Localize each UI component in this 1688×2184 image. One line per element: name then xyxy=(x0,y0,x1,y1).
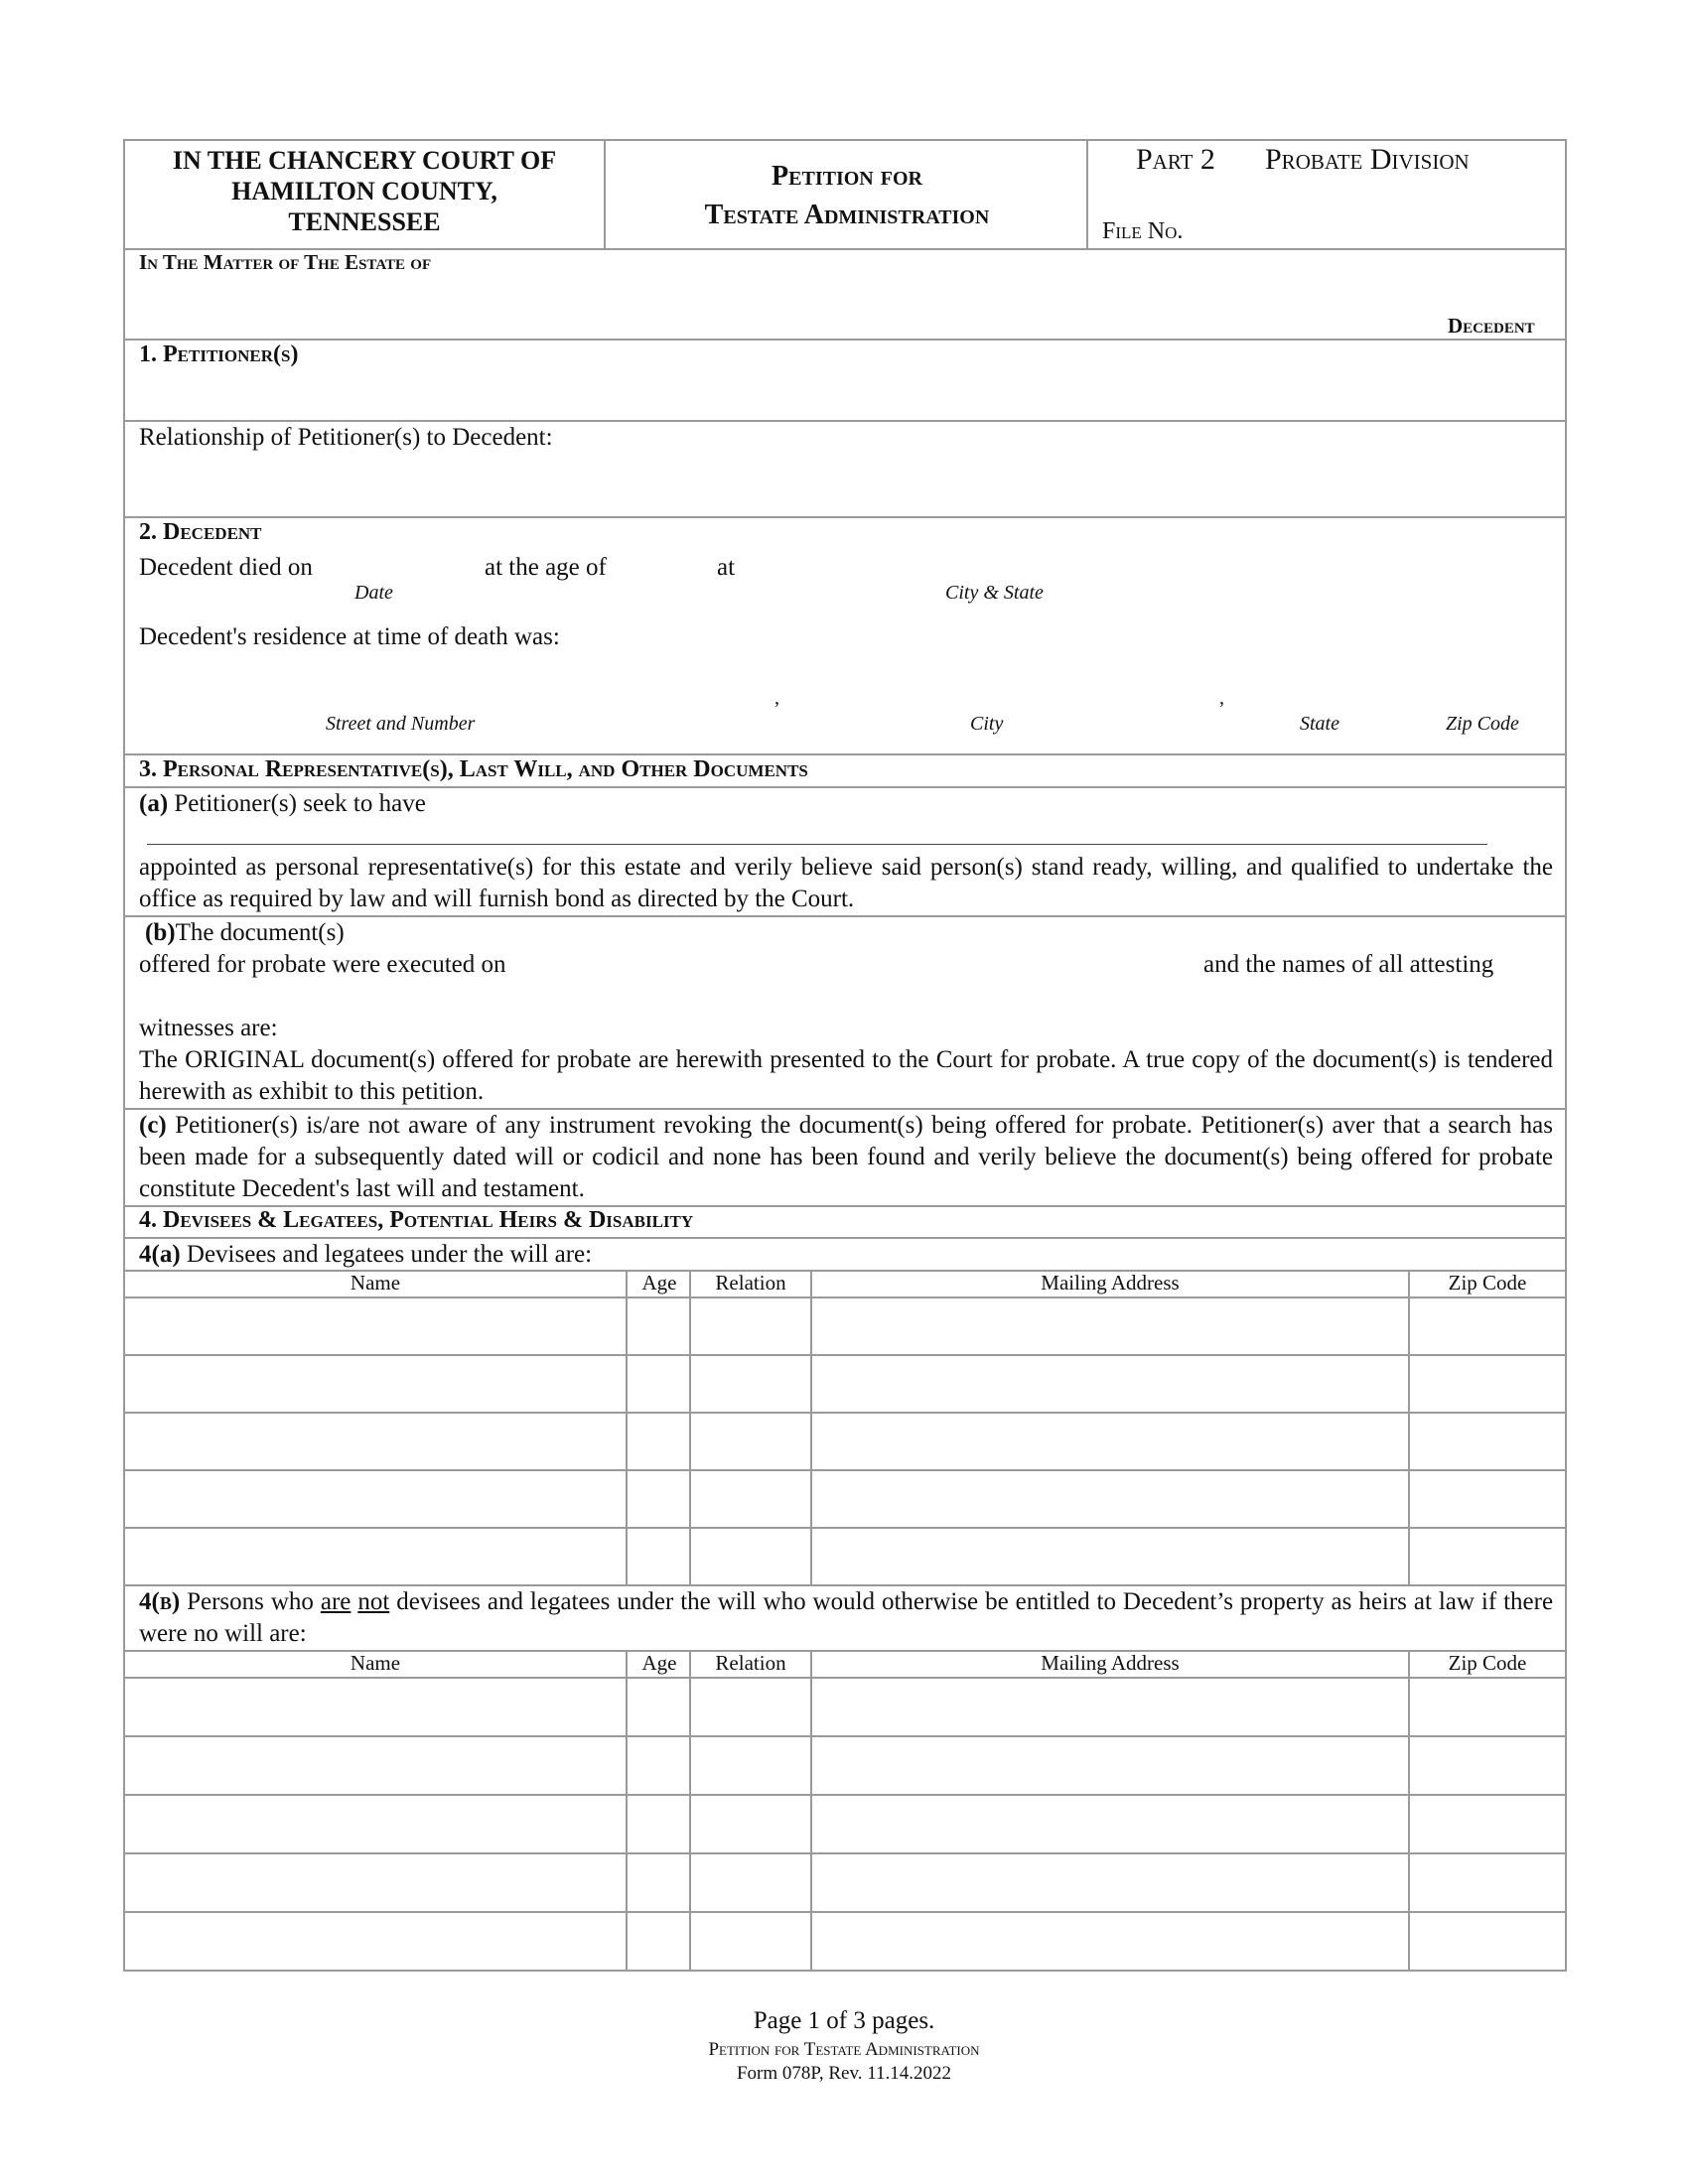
title-line-1: Petition for xyxy=(772,161,922,192)
witnesses-field[interactable] xyxy=(139,983,1549,1011)
section3b-label: (b) xyxy=(145,919,176,946)
court-line-1: IN THE CHANCERY COURT OF xyxy=(172,146,557,175)
t1-rule-3 xyxy=(123,1469,1567,1471)
t1-rule-head xyxy=(123,1297,1567,1298)
t2-vline-3 xyxy=(810,1650,812,1972)
court-line-2: HAMILTON COUNTY, xyxy=(231,177,497,205)
t2-rule-1 xyxy=(123,1735,1567,1737)
section4-heading: 4. Devisees & Legatees, Potential Heirs & Disability xyxy=(139,1207,694,1233)
at-label: at xyxy=(717,554,736,581)
t1-vline-3 xyxy=(810,1270,812,1584)
zip-caption: Zip Code xyxy=(1446,713,1519,735)
petitioner-name-field[interactable] xyxy=(139,375,1549,415)
t1-rule-4 xyxy=(123,1527,1567,1529)
court-name xyxy=(125,145,604,237)
representative-field[interactable] xyxy=(147,814,1487,842)
t2-col-age: Age xyxy=(641,1651,677,1675)
footer-form: Form 078P, Rev. 11.14.2022 xyxy=(736,2063,952,2084)
header-divider-left xyxy=(604,139,606,248)
state-caption: State xyxy=(1300,713,1339,735)
section4b-are: are xyxy=(320,1588,352,1615)
rule-4 xyxy=(123,753,1567,755)
city-caption: City xyxy=(970,713,1004,735)
rule-1 xyxy=(123,339,1567,341)
age-field[interactable] xyxy=(626,552,715,582)
t2-rule-head xyxy=(123,1677,1567,1679)
rule-3 xyxy=(123,516,1567,518)
title-line-2: Testate Administration xyxy=(704,200,990,230)
section3b-witnesses: witnesses are: xyxy=(139,1015,278,1041)
execution-date-field[interactable] xyxy=(556,949,1192,979)
section3b xyxy=(145,917,345,949)
part-label: Part 2 xyxy=(1136,143,1215,176)
section4b-text: devisees and legatees under the will who would otherwise be entitled to Decedent’s property as heirs at law if there were no will are: xyxy=(139,1588,1554,1647)
death-date-field[interactable] xyxy=(338,552,477,582)
section4b-pre: Persons who xyxy=(187,1588,314,1615)
section3b-offered: offered for probate were executed on xyxy=(139,951,506,978)
t2-vline-4 xyxy=(1408,1650,1410,1972)
footer-title: Petition for Testate Administration xyxy=(708,2039,980,2060)
section4a xyxy=(139,1239,592,1271)
section4b-label: 4(b) xyxy=(139,1588,181,1615)
t1-col-relation: Relation xyxy=(715,1271,786,1295)
section4b xyxy=(139,1586,1553,1650)
section3b-names: and the names of all attesting xyxy=(1203,951,1494,978)
t2-vline-1 xyxy=(626,1650,628,1972)
t1-vline-1 xyxy=(626,1270,628,1584)
section3a-text: Petitioner(s) seek to have xyxy=(174,790,426,817)
t2-rule-2 xyxy=(123,1794,1567,1796)
estate-of-label: In The Matter of The Estate of xyxy=(139,250,432,274)
representative-line xyxy=(147,844,1487,845)
section4a-text: Devisees and legatees under the will are: xyxy=(186,1241,593,1268)
relationship-label: Relationship of Petitioner(s) to Decedent: xyxy=(139,424,553,451)
street-caption: Street and Number xyxy=(326,713,476,735)
footer-page: Page 1 of 3 pages. xyxy=(753,2007,935,2034)
age-label: at the age of xyxy=(485,554,607,581)
court-line-3: TENNESSEE xyxy=(288,207,441,236)
decedent-label: Decedent xyxy=(1448,314,1535,338)
t1-col-age: Age xyxy=(641,1271,677,1295)
section3a-label: (a) xyxy=(139,790,169,817)
estate-name-field[interactable] xyxy=(298,290,1430,318)
residence-field[interactable] xyxy=(159,675,1549,707)
t2-rule-3 xyxy=(123,1852,1567,1854)
relationship-field[interactable] xyxy=(606,422,1549,454)
t1-vline-4 xyxy=(1408,1270,1410,1584)
t1-rule-1 xyxy=(123,1354,1567,1356)
division-label: Probate Division xyxy=(1265,143,1470,176)
t1-col-address: Mailing Address xyxy=(1041,1271,1180,1295)
section1-heading: 1. Petitioner(s) xyxy=(139,341,299,367)
t1-col-zip: Zip Code xyxy=(1448,1271,1527,1295)
section3c-text: Petitioner(s) is/are not aware of any instrument revoking the document(s) being offered for probate. Petitioner(s) aver that a search has been made for a subsequently dated will or codicil and none has been found and verily believe the document(s) being offered for probate constitute Decedent's last will and testament. xyxy=(139,1112,1553,1202)
section4a-label: 4(a) xyxy=(139,1241,181,1268)
section3c-label: (c) xyxy=(139,1112,167,1139)
city-state-caption: City & State xyxy=(945,582,1044,604)
header-divider-right xyxy=(1086,139,1088,248)
section3b-original-text: The ORIGINAL document(s) offered for probate are herewith presented to the Court for probate. A true copy of the document(s) is tendered herewith as exhibit to this petition. xyxy=(139,1046,1553,1105)
death-city-state-field[interactable] xyxy=(755,552,1549,582)
form-title xyxy=(608,157,1086,234)
died-on-label: Decedent died on xyxy=(139,554,313,581)
section4b-not: not xyxy=(357,1588,390,1615)
section2-heading: 2. Decedent xyxy=(139,519,262,545)
t2-col-zip: Zip Code xyxy=(1448,1651,1527,1675)
comma-2: , xyxy=(1219,687,1224,709)
t2-vline-2 xyxy=(689,1650,691,1972)
t2-col-name: Name xyxy=(350,1651,401,1675)
section3a-body xyxy=(139,852,1553,915)
section3-heading: 3. Personal Representative(s), Last Will, and Other Documents xyxy=(139,756,808,782)
t2-col-address: Mailing Address xyxy=(1041,1651,1180,1675)
comma-1: , xyxy=(774,687,779,709)
section3b-text: The document(s) xyxy=(175,919,345,946)
section3c xyxy=(139,1110,1553,1205)
date-caption: Date xyxy=(354,582,393,604)
file-no-label: File No. xyxy=(1102,218,1184,244)
t1-rule-2 xyxy=(123,1412,1567,1414)
section3b-original xyxy=(139,1044,1553,1108)
section3a-body-text: appointed as personal representative(s) for this estate and verily believe said person(s) stand ready, willing, and qualified to undertake the office as required by law and will furnish bond as directed by the Court. xyxy=(139,854,1553,912)
t2-col-relation: Relation xyxy=(715,1651,786,1675)
t1-vline-2 xyxy=(689,1270,691,1584)
t2-rule-4 xyxy=(123,1911,1567,1913)
residence-label: Decedent's residence at time of death was: xyxy=(139,623,560,650)
t1-col-name: Name xyxy=(350,1271,401,1295)
